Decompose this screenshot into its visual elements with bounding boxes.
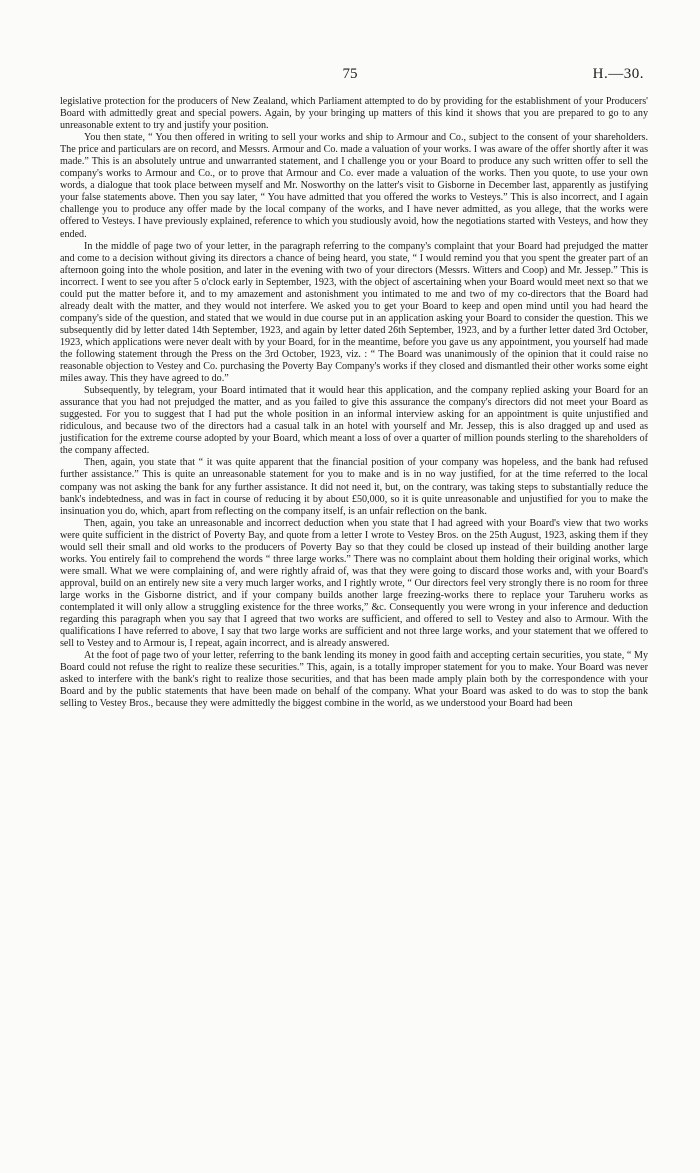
paragraph: Then, again, you state that “ it was quite apparent that the financial position of your company was hopeless, and the bank had refused further assistance.” This is quite an unreasonable statement for you to make and is in no way justified, for at the time referred to the local company was not asking the bank for any further assistance. It did not need it, but, on the contrary, was taking steps to substantially reduce the bank's indebtedness, and was in fact in course of reducing it by about £50,000, so it is quite unreasonable and unjustified for you to make the insinuation you do, which, apart from reflecting on the company itself, is an unfair reflection on the bank.	[60, 457, 648, 517]
paragraph: You then state, “ You then offered in writing to sell your works and ship to Armour and Co., subject to the consent of your shareholders. The price and particulars are on record, and Messrs. Armour and Co. made a valuation of your works. I was aware of the offer shortly after it was made.” This is an absolutely untrue and unwarranted statement, and I challenge you or your Board to produce any such written offer to sell the company's works to Armour and Co., or to prove that Armour and Co. ever made a valuation of the works. Then you quote, to use your own words, a dialogue that took place between myself and Mr. Nosworthy on the latter's visit to Gisborne in December last, apparently as justifying your false statements above. Then you say later, “ You have admitted that you offered the works to Vesteys.” This is also incorrect, and I again challenge you to produce any offer made by the local company of the works, and I have never admitted, as you allege, that the works were offered to Vesteys. I have previously explained, reference to which you studiously avoid, how the negotiations started with Vesteys, and how they ended.	[60, 132, 648, 240]
paragraph: Subsequently, by telegram, your Board intimated that it would hear this application, and the company replied asking your Board for an assurance that you had not prejudged the matter, and as you failed to give this assurance the company's directors did not meet your Board as suggested. For you to suggest that I had put the whole position in an informal interview asking for an appointment is quite unjustified and ridiculous, and because two of the directors had a casual talk in an hotel with yourself and Mr. Jessep, this is also dragged up and used as justification for the extreme course adopted by your Board, which meant a loss of over a quarter of million pounds sterling to the shareholders of the company affected.	[60, 385, 648, 457]
paragraph: At the foot of page two of your letter, referring to the bank lending its money in good faith and accepting certain securities, you state, “ My Board could not refuse the right to realize these securities.” This, again, is a totally improper statement for you to make. Your Board was never asked to interfere with the bank's right to realize those securities, and that has been made amply plain both by the correspondence with your Board and by the public statements that have been made on behalf of the company. What your Board was asked to do was to stop the bank selling to Vestey Bros., because they were admittedly the biggest combine in the world, as we understood your Board had been	[60, 650, 648, 710]
body-text	[60, 96, 648, 710]
page-header	[0, 66, 700, 88]
paragraph: In the middle of page two of your letter, in the paragraph referring to the company's complaint that your Board had prejudged the matter and come to a decision without giving its directors a chance of being heard, you state, “ I would remind you that you spent the greater part of an afternoon going into the whole position, and later in the evening with two of your directors (Messrs. Witters and Coop) and Mr. Jessep.” This is incorrect. I went to see you after 5 o'clock early in September, 1923, with the object of ascertaining when your Board would meet next so that we could put the matter before it, and to my amazement and astonishment you intimated to me and two of my co-directors that the Board had already dealt with the matter, and they would not interfere. We asked you to get your Board to keep and open mind until you had heard the company's side of the question, and stated that we would in due course put in an application asking your Board to consider the question. This we subsequently did by letter dated 14th September, 1923, and again by letter dated 26th September, 1923, and by a further letter dated 3rd October, 1923, which applications were never dealt with by your Board, for in the meantime, before you gave us any appointment, you yourself had made the following statement through the Press on the 3rd October, 1923, viz. : “ The Board was unanimously of the opinion that it could raise no reasonable objection to Vestey and Co. purchasing the Poverty Bay Company's works if they closed and dismantled their other works some eight miles away. This they have agreed to do.”	[60, 240, 648, 385]
page-number: 75	[342, 66, 358, 82]
sheet-reference: H.—30.	[592, 66, 644, 82]
paragraph: Then, again, you take an unreasonable and incorrect deduction when you state that I had agreed with your Board's view that two works were quite sufficient in the district of Poverty Bay, and quote from a letter I wrote to Vestey Bros. on the 25th August, 1923, asking them if they would sell their small and old works to the producers of Poverty Bay so that they could be closed up instead of their building another large works. You entirely fail to comprehend the words “ three large works.” There was no complaint about them holding their original works, which were small. What we were complaining of, and were rightly afraid of, was that they were going to discard those works and, with your Board's approval, build on an entirely new site a very much larger works, and I rightly wrote, “ Our directors feel very strongly there is no room for three large works in the Gisborne district, and if your company builds another large freezing-works there to replace your Taruheru works as contemplated it will only allow a struggling existence for the three works,” &c. Consequently you were wrong in your inference and deduction regarding this paragraph when you say that I agreed that two works are sufficient, and offered to sell to Vestey and also to Armour. With the qualifications I have referred to above, I say that two large works are sufficient and not three large works, and your statement that we offered to sell to Vestey and to Armour is, I repeat, again incorrect, and is already answered.	[60, 517, 648, 650]
paragraph: legislative protection for the producers of New Zealand, which Parliament attempted to do by providing for the establishment of your Producers' Board with admittedly great and special powers. Again, by your bringing up matters of this kind it shows that you are prepared to go to any unreasonable extent to try and justify your position.	[60, 96, 648, 132]
